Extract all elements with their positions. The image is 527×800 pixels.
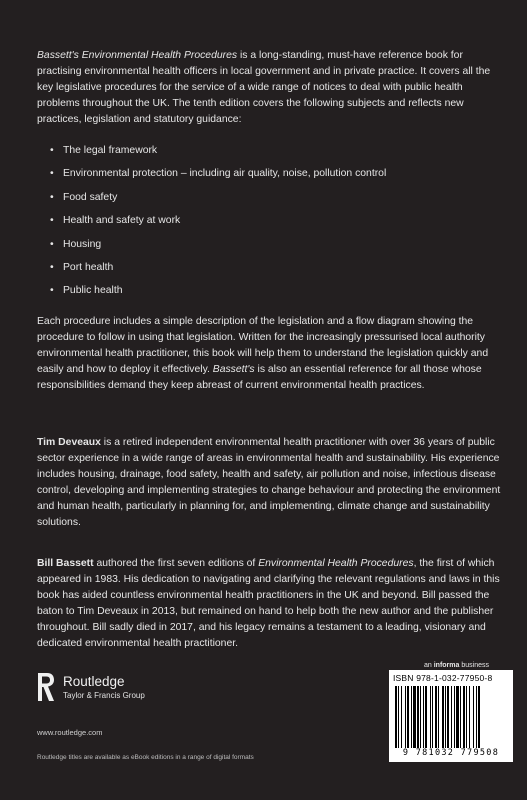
barcode-bar — [447, 686, 449, 748]
barcode-bar — [478, 686, 480, 748]
isbn-label: ISBN 978-1-032-77950-8 — [393, 673, 493, 683]
informa-suffix: business — [459, 662, 489, 669]
barcode-bar — [411, 686, 412, 748]
author-name: Tim Deveaux — [37, 437, 101, 448]
book-title-italic: Environmental Health Procedures — [258, 558, 414, 569]
publisher-name: Routledge — [63, 674, 125, 689]
barcode-bar — [469, 686, 470, 748]
bullet-icon: • — [50, 238, 54, 250]
book-title: Bassett's Environmental Health Procedures — [37, 50, 238, 61]
barcode-bar — [407, 686, 409, 748]
barcode-bar — [398, 686, 399, 748]
informa-tagline — [424, 662, 489, 669]
barcode-bar — [463, 686, 465, 748]
author-bio-text: authored the first seven editions of — [93, 558, 259, 569]
publisher-group: Taylor & Francis Group — [63, 691, 145, 700]
bullet-icon: • — [50, 215, 54, 227]
routledge-logo-icon — [37, 672, 55, 702]
ebook-note: Routledge titles are available as eBook editions in a range of digital formats — [37, 754, 254, 761]
barcode-bar — [460, 686, 461, 748]
barcode-bar — [430, 686, 431, 748]
informa-prefix: an — [424, 662, 434, 669]
barcode-bar — [442, 686, 444, 748]
list-item — [50, 237, 386, 260]
bullet-icon: • — [50, 261, 54, 273]
procedure-italic: Bassett's — [212, 364, 255, 375]
list-item-label: Health and safety at work — [63, 215, 181, 227]
barcode-bar — [445, 686, 446, 748]
list-item — [50, 213, 386, 236]
barcode-bar — [395, 686, 397, 748]
procedure-text: Each procedure includes a simple description of the legislation and a flow diagram showing the procedure to follow in using that legislation. Written for the increasingly pressurised local authority environmental health practitioner, this book will help them to understand the legislation quickly and easily and how to deploy it effectively. — [37, 316, 489, 375]
barcode-bar — [417, 686, 419, 748]
list-item-label: Food safety — [63, 191, 118, 203]
barcode — [389, 670, 513, 762]
barcode-bar — [432, 686, 433, 748]
barcode-bar — [435, 686, 437, 748]
barcode-bars — [395, 686, 507, 748]
publisher-website: www.routledge.com — [37, 728, 103, 737]
informa-word: informa — [433, 662, 460, 669]
procedure-paragraph — [37, 314, 507, 394]
list-item — [50, 190, 386, 213]
list-item — [50, 143, 386, 166]
publisher-logo — [37, 672, 237, 712]
bullet-icon: • — [50, 145, 54, 156]
bullet-icon: • — [50, 191, 54, 203]
barcode-bar — [454, 686, 455, 748]
author-bio-bassett — [37, 556, 507, 652]
bullet-icon: • — [50, 285, 54, 297]
list-item-label: Environmental protection – including air quality, noise, pollution control — [63, 168, 387, 180]
description-text: is a long-standing, must-have reference book for practising environmental health officers in local government and in private practice. It covers all the key legislative procedures for the service of a wide range of notices to deal with public health problems throughout the UK. The tenth edition covers the following subjects and reflects new practices, legislation and statutory guidance: — [37, 50, 491, 125]
author-bio-text: is a retired independent environmental health practitioner with over 36 years of public sector experience in a wide range of areas in environmental health and sustainability. His experience includes housing, drainage, food safety, health and safety, air pollution and noise, infectious disease control, developing and implementing strategies to change behaviour and protecting the environment and human health, particularly in planning for, and implementing, climate change and sustainability solutions. — [37, 437, 501, 528]
list-item — [50, 166, 386, 189]
bullet-icon: • — [50, 168, 54, 180]
barcode-bar — [420, 686, 421, 748]
list-item — [50, 260, 386, 283]
author-name: Bill Bassett — [37, 558, 94, 569]
barcode-bar — [405, 686, 406, 748]
barcode-bar — [438, 686, 439, 748]
barcode-bar — [466, 686, 467, 748]
subject-list — [50, 143, 386, 307]
barcode-bar — [473, 686, 474, 748]
barcode-bar — [425, 686, 427, 748]
list-item-label: Housing — [63, 238, 102, 250]
list-item-label: Public health — [63, 285, 123, 297]
procedure-text-end: is also an essential reference for all those whose responsibilities demand they keep abreast of current environmental health practices. — [37, 364, 482, 391]
barcode-bar — [476, 686, 477, 748]
list-item — [50, 283, 386, 306]
author-bio-deveaux — [37, 435, 507, 531]
barcode-bar — [401, 686, 402, 748]
barcode-bar — [423, 686, 424, 748]
barcode-bar — [456, 686, 459, 748]
description-paragraph — [37, 48, 507, 128]
list-item-label: The legal framework — [63, 145, 158, 156]
barcode-bar — [451, 686, 452, 748]
list-item-label: Port health — [63, 261, 114, 273]
barcode-digits: 9 781032 779508 — [402, 748, 500, 758]
author-bio-text-end: , the first of which appeared in 1983. His dedication to navigating and clarifying the relevant regulations and laws in this book has aided countless environmental health practitioners in the UK and beyond. Bill passed the baton to Tim Deveaux in 2013, but remained on hand to help both the new author and the publisher throughout. Bill sadly died in 2017, and his legacy remains a testament to a leading, visionary and dedicated environmental health practitioner. — [37, 558, 500, 649]
barcode-bar — [413, 686, 416, 748]
